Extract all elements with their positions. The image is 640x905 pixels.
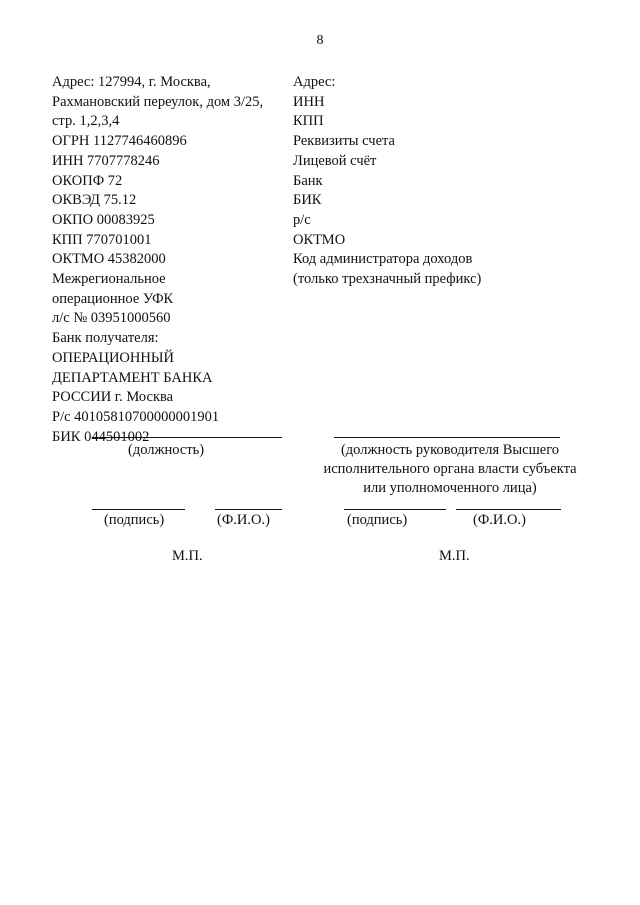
page-number: 8 — [316, 33, 324, 48]
sender-settlement-account: Р/с 40105810700000001901 — [52, 408, 220, 425]
recipient-revenue-admin-code: Код администратора доходов — [293, 251, 473, 268]
recipient-account-details: Реквизиты счета — [293, 133, 395, 150]
recipient-kpp: КПП — [293, 113, 324, 130]
right-stamp-place: М.П. — [439, 548, 470, 564]
left-stamp-place: М.П. — [172, 548, 203, 564]
sender-kpp: КПП 770701001 — [52, 231, 152, 248]
left-name-line — [215, 509, 282, 510]
right-signature-line — [344, 509, 446, 510]
recipient-address: Адрес: — [293, 74, 336, 90]
recipient-settlement-account: р/с — [293, 211, 311, 228]
right-position-label-line-2: исполнительного органа власти субъекта — [323, 461, 577, 477]
sender-bik: БИК 044501002 — [52, 428, 150, 445]
recipient-bik: БИК — [293, 192, 322, 209]
recipient-personal-account: Лицевой счёт — [293, 152, 377, 169]
recipient-bank: Банк — [293, 172, 323, 189]
sender-address-line-1: Адрес: 127994, г. Москва, — [52, 74, 211, 90]
sender-bank-line-2: ДЕПАРТАМЕНТ БАНКА — [52, 369, 213, 386]
sender-bank-line-3: РОССИИ г. Москва — [52, 389, 174, 406]
sender-bank-line-1: ОПЕРАЦИОННЫЙ — [52, 349, 174, 366]
right-position-label-line-3: или уполномоченного лица) — [363, 480, 537, 496]
left-name-label: (Ф.И.О.) — [217, 512, 270, 528]
left-position-label: (должность) — [128, 442, 205, 458]
right-position-line — [334, 437, 560, 438]
recipient-inn: ИНН — [293, 93, 325, 110]
left-signature-line — [92, 509, 185, 510]
sender-okpo: ОКПО 00083925 — [52, 211, 155, 228]
right-name-label: (Ф.И.О.) — [473, 512, 526, 528]
sender-okved: ОКВЭД 75.12 — [52, 192, 137, 209]
sender-ufk-line-1: Межрегиональное — [52, 271, 166, 288]
sender-address-line-2: Рахмановский переулок, дом 3/25, — [52, 93, 264, 110]
sender-address-line-3: стр. 1,2,3,4 — [52, 113, 120, 130]
right-name-line — [456, 509, 561, 510]
sender-okopf: ОКОПФ 72 — [52, 172, 123, 189]
recipient-revenue-admin-note: (только трехзначный префикс) — [293, 271, 482, 288]
left-signature-label: (подпись) — [104, 512, 165, 528]
right-position-label — [290, 441, 610, 498]
right-signature-label: (подпись) — [347, 512, 408, 528]
recipient-oktmo: ОКТМО — [293, 231, 346, 248]
sender-inn: ИНН 7707778246 — [52, 152, 160, 169]
sender-ufk-line-2: операционное УФК — [52, 290, 174, 307]
sender-personal-account: л/с № 03951000560 — [52, 310, 171, 327]
left-position-line — [92, 437, 282, 438]
sender-oktmo: ОКТМО 45382000 — [52, 251, 166, 268]
right-position-label-line-1: (должность руководителя Высшего — [340, 442, 560, 458]
sender-requisites — [52, 73, 263, 447]
recipient-requisites — [293, 73, 481, 290]
sender-ogrn: ОГРН 1127746460896 — [52, 133, 187, 150]
sender-bank-heading: Банк получателя: — [52, 330, 159, 347]
